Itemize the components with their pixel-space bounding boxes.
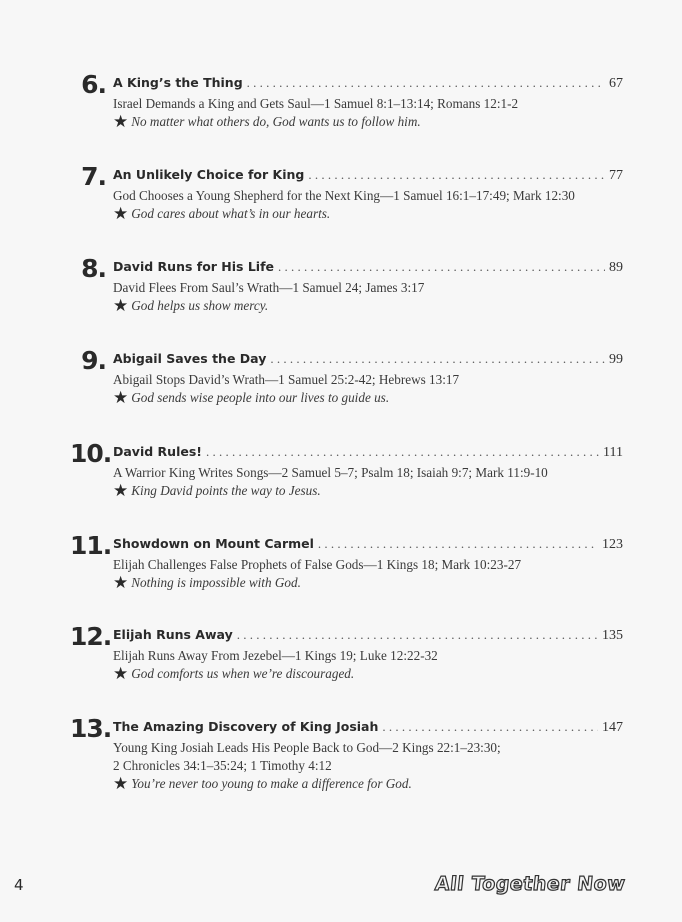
star-icon: ★ bbox=[113, 204, 129, 223]
lesson-title[interactable]: Elijah Runs Away bbox=[113, 627, 233, 642]
bible-point-text: God helps us show mercy. bbox=[131, 298, 269, 313]
scripture-line: Young King Josiah Leads His People Back to God—2 Kings 22:1–23:30; bbox=[113, 740, 501, 755]
bible-point-text: God sends wise people into our lives to guide us. bbox=[131, 390, 390, 405]
scripture-line: Elijah Challenges False Prophets of False Gods—1 Kings 18; Mark 10:23-27 bbox=[113, 557, 522, 572]
scripture-line: God Chooses a Young Shepherd for the Next King—1 Samuel 16:1–17:49; Mark 12:30 bbox=[113, 188, 575, 203]
bible-point bbox=[113, 389, 633, 407]
toc-title-line bbox=[113, 167, 623, 187]
toc-title-line bbox=[113, 536, 623, 556]
scripture-line: Abigail Stops David’s Wrath—1 Samuel 25:2-42; Hebrews 13:17 bbox=[113, 372, 460, 387]
lesson-number: 10. bbox=[70, 439, 112, 468]
bible-point-text: You’re never too young to make a difference for God. bbox=[131, 776, 412, 791]
page-ref: 147 bbox=[602, 720, 623, 735]
page-ref: 67 bbox=[609, 76, 623, 91]
toc-title-line bbox=[113, 627, 623, 647]
dot-leader bbox=[237, 627, 598, 643]
star-icon: ★ bbox=[113, 573, 129, 592]
dot-leader bbox=[308, 167, 605, 183]
bible-point-text: God comforts us when we’re discouraged. bbox=[131, 666, 355, 681]
star-icon: ★ bbox=[113, 296, 129, 315]
star-icon: ★ bbox=[113, 664, 129, 683]
star-icon: ★ bbox=[113, 774, 129, 793]
scripture-line: David Flees From Saul’s Wrath—1 Samuel 24; James 3:17 bbox=[113, 280, 425, 295]
page-number: 4 bbox=[14, 876, 24, 894]
lesson-number: 12. bbox=[70, 622, 112, 651]
lesson-number: 7. bbox=[81, 162, 106, 191]
dot-leader bbox=[206, 444, 599, 460]
star-icon: ★ bbox=[113, 481, 129, 500]
bible-point-text: King David points the way to Jesus. bbox=[131, 483, 321, 498]
scripture-line: Elijah Runs Away From Jezebel—1 Kings 19; Luke 12:22-32 bbox=[113, 648, 438, 663]
bible-point bbox=[113, 113, 633, 131]
bible-point-text: No matter what others do, God wants us to follow him. bbox=[131, 114, 421, 129]
scripture-line: Israel Demands a King and Gets Saul—1 Samuel 8:1–13:14; Romans 12:1-2 bbox=[113, 96, 519, 111]
lesson-title[interactable]: The Amazing Discovery of King Josiah bbox=[113, 719, 379, 734]
bible-point bbox=[113, 775, 633, 793]
bible-point bbox=[113, 205, 633, 223]
lesson-number: 6. bbox=[81, 70, 106, 99]
lesson-number: 11. bbox=[70, 531, 112, 560]
star-icon: ★ bbox=[113, 112, 129, 131]
page-ref: 111 bbox=[603, 445, 623, 460]
lesson-title[interactable]: David Runs for His Life bbox=[113, 259, 275, 274]
toc-title-line bbox=[113, 259, 623, 279]
toc-title-line bbox=[113, 75, 623, 95]
brand-logo: All Together Now bbox=[433, 873, 627, 895]
dot-leader bbox=[270, 351, 605, 367]
toc-title-line bbox=[113, 351, 623, 371]
lesson-title[interactable]: An Unlikely Choice for King bbox=[113, 167, 305, 182]
bible-point-text: God cares about what’s in our hearts. bbox=[131, 206, 331, 221]
bible-point bbox=[113, 297, 633, 315]
dot-leader bbox=[382, 719, 598, 735]
lesson-number: 13. bbox=[70, 714, 112, 743]
dot-leader bbox=[247, 75, 605, 91]
page-ref: 135 bbox=[602, 628, 623, 643]
page-ref: 77 bbox=[609, 168, 623, 183]
bible-point bbox=[113, 482, 633, 500]
star-icon: ★ bbox=[113, 388, 129, 407]
lesson-number: 8. bbox=[81, 254, 106, 283]
lesson-title[interactable]: A King’s the Thing bbox=[113, 75, 243, 90]
bible-point bbox=[113, 665, 633, 683]
bible-point-text: Nothing is impossible with God. bbox=[131, 575, 301, 590]
scripture-line: A Warrior King Writes Songs—2 Samuel 5–7; Psalm 18; Isaiah 9:7; Mark 11:9-10 bbox=[113, 465, 548, 480]
bible-point bbox=[113, 574, 633, 592]
page-ref: 89 bbox=[609, 260, 623, 275]
lesson-title[interactable]: David Rules! bbox=[113, 444, 202, 459]
dot-leader bbox=[318, 536, 598, 552]
page-ref: 99 bbox=[609, 352, 623, 367]
scripture-line: 2 Chronicles 34:1–35:24; 1 Timothy 4:12 bbox=[113, 758, 332, 773]
dot-leader bbox=[278, 259, 605, 275]
lesson-title[interactable]: Showdown on Mount Carmel bbox=[113, 536, 314, 551]
toc-title-line bbox=[113, 719, 623, 739]
page-ref: 123 bbox=[602, 537, 623, 552]
toc-title-line bbox=[113, 444, 623, 464]
lesson-number: 9. bbox=[81, 346, 106, 375]
lesson-title[interactable]: Abigail Saves the Day bbox=[113, 351, 267, 366]
